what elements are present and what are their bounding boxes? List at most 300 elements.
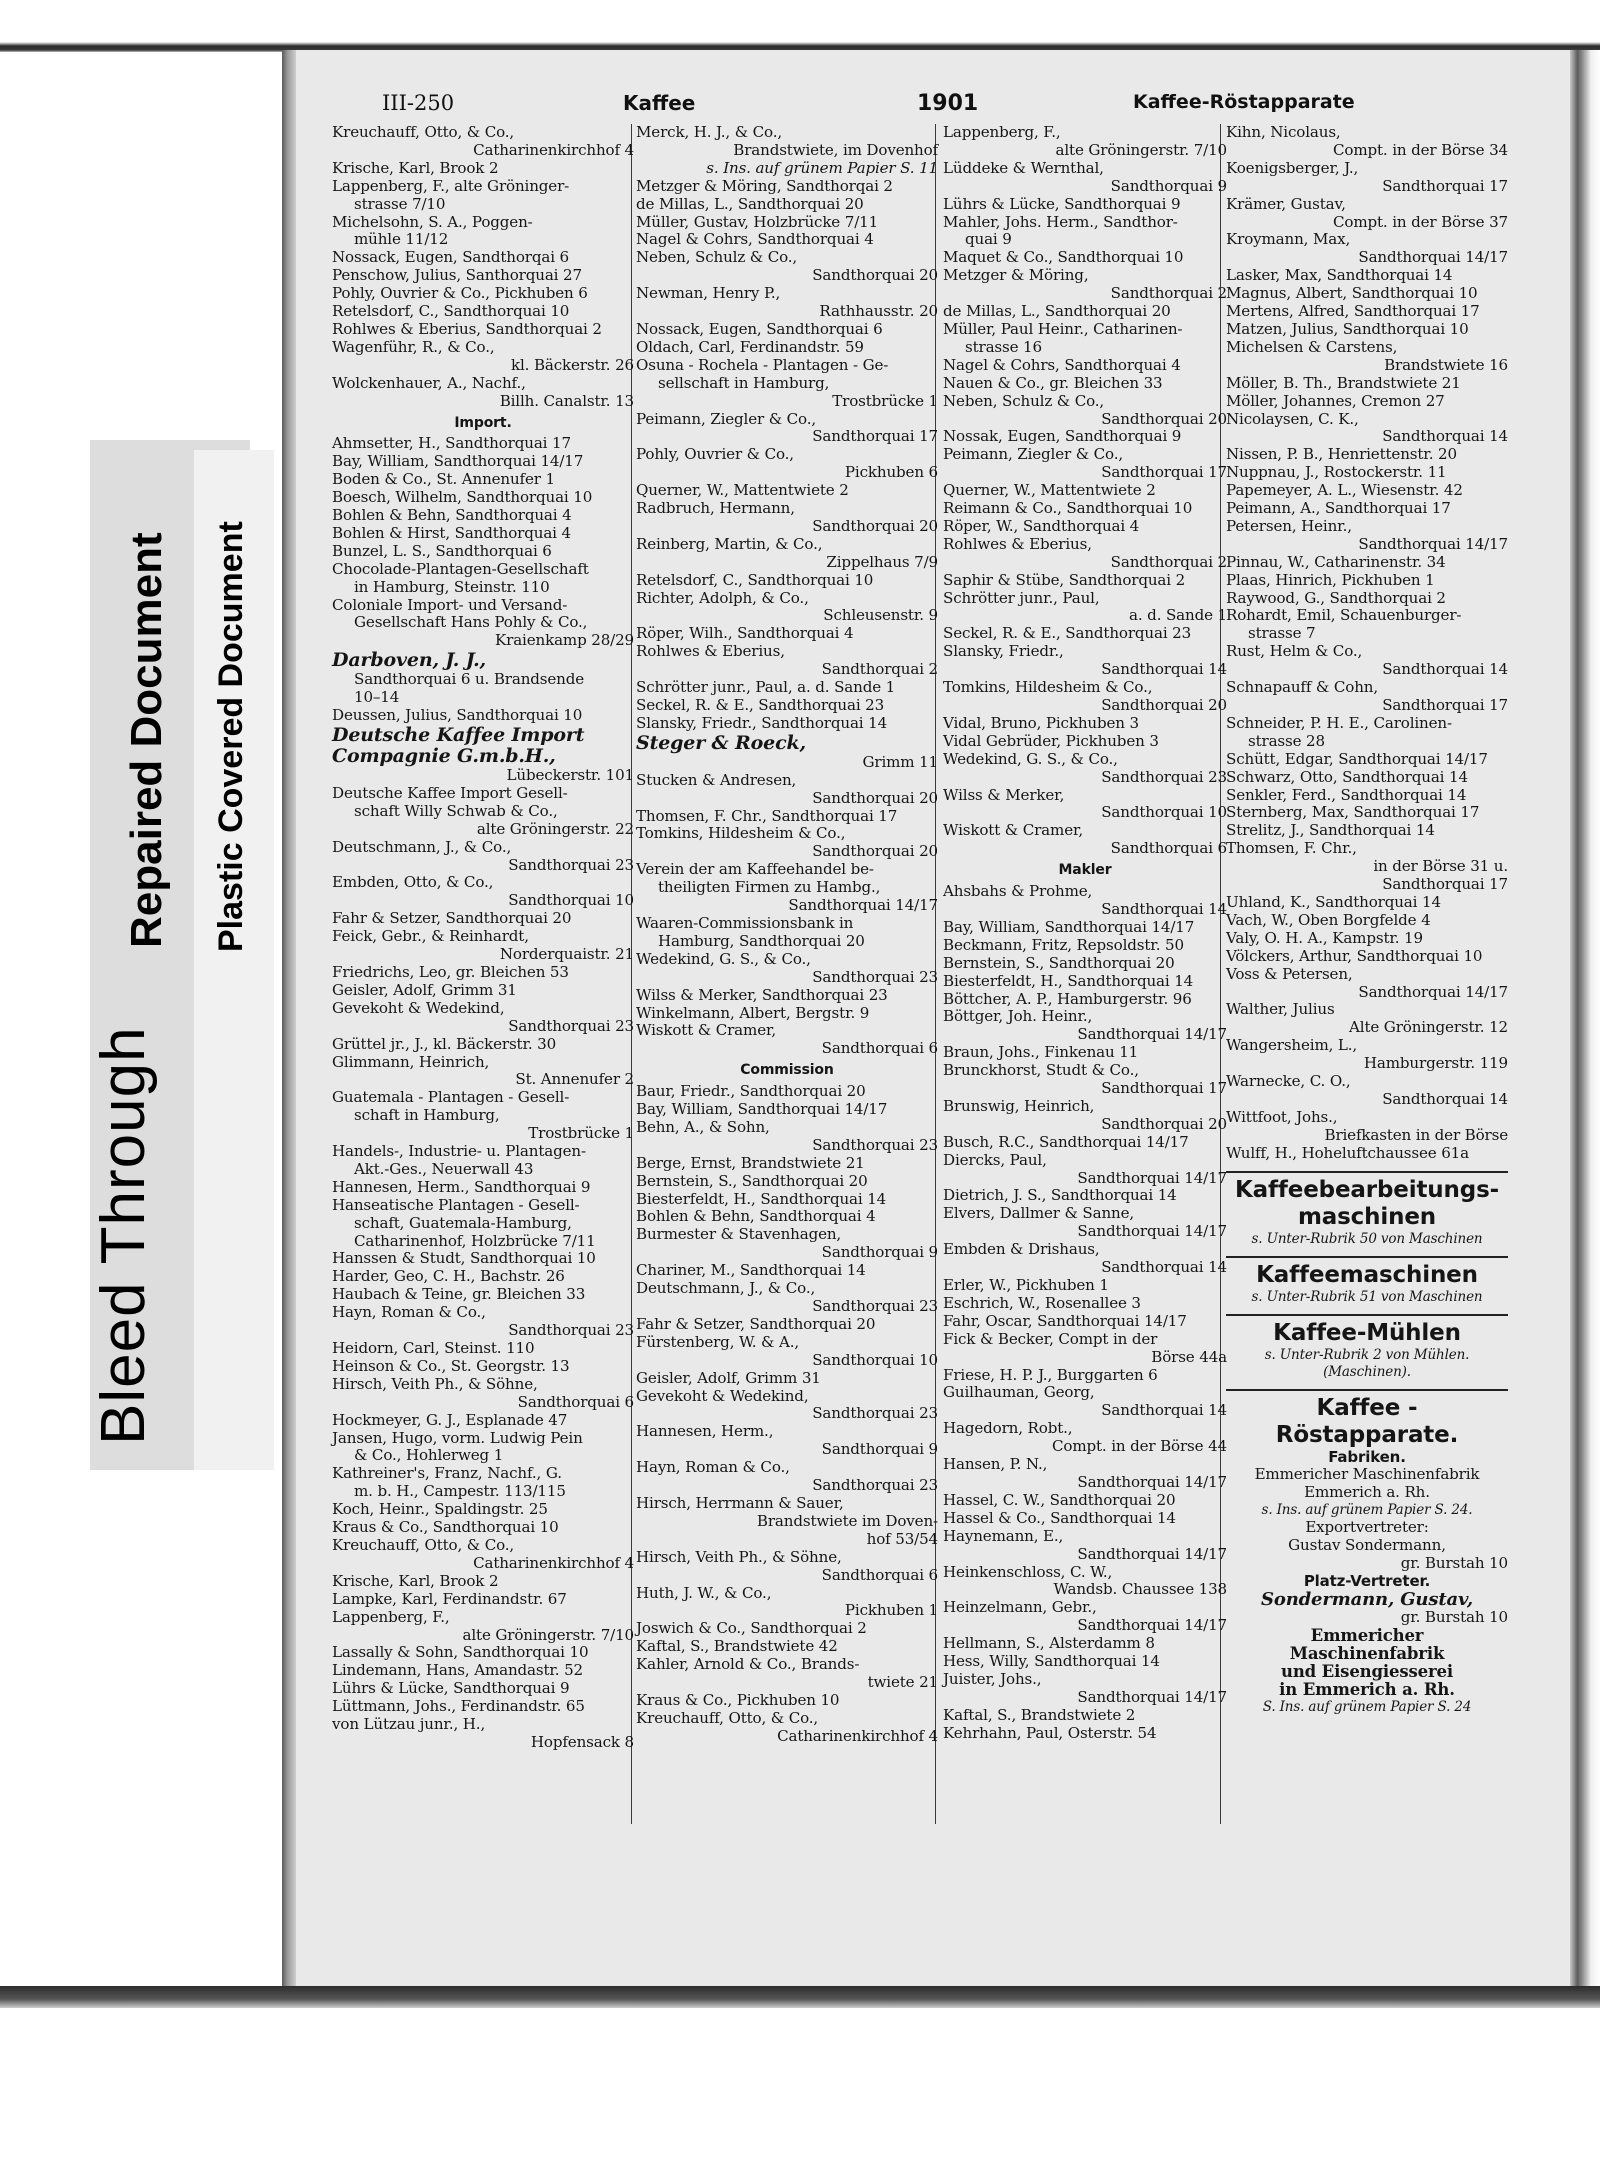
directory-entry: Berge, Ernst, Brandstwiete 21	[636, 1153, 865, 1172]
directory-entry-continuation: Sandthorquai 14/17	[1358, 534, 1508, 553]
directory-entry: Tomkins, Hildesheim & Co.,	[943, 678, 1153, 697]
directory-entry: Wittfoot, Johs.,	[1226, 1107, 1338, 1126]
directory-entry: Jansen, Hugo, vorm. Ludwig Pein	[332, 1428, 583, 1447]
directory-entry: Stucken & Andresen,	[636, 770, 797, 789]
directory-entry: Kraus & Co., Pickhuben 10	[636, 1690, 840, 1709]
directory-entry-continuation: Sandthorquai 14	[1382, 427, 1508, 446]
directory-entry-continuation: Zippelhaus 7/9	[826, 552, 938, 571]
directory-entry-continuation: 10–14	[354, 688, 400, 707]
directory-entry: Hayn, Roman & Co.,	[332, 1303, 486, 1322]
directory-entry: Wangersheim, L.,	[1226, 1036, 1358, 1055]
directory-entry: Reimann & Co., Sandthorquai 10	[943, 499, 1193, 518]
directory-entry: Schneider, P. H. E., Carolinen-	[1226, 713, 1452, 732]
directory-entry: Geisler, Adolf, Grimm 31	[636, 1368, 821, 1387]
directory-entry-continuation: Brandstwiete, im Dovenhof	[733, 140, 938, 159]
directory-entry: Behn, A., & Sohn,	[636, 1117, 770, 1136]
directory-entry: Slansky, Friedr.,	[943, 642, 1064, 661]
directory-entry-featured: Compagnie G.m.b.H.,	[332, 745, 556, 767]
category-divider	[1226, 1389, 1508, 1391]
directory-column-2	[636, 124, 938, 1746]
directory-entry: Maquet & Co., Sandthorquai 10	[943, 248, 1184, 267]
directory-entry-continuation: Sandthorquai 14/17	[1077, 1687, 1227, 1706]
directory-entry-continuation: Gesellschaft Hans Pohly & Co.,	[354, 613, 588, 632]
directory-entry: Mertens, Alfred, Sandthorquai 17	[1226, 302, 1480, 321]
directory-entry: Wilss & Merker, Sandthorquai 23	[636, 985, 888, 1004]
advertisement-heading: in Emmerich a. Rh.	[1279, 1679, 1455, 1699]
directory-entry-continuation: Sandthorquai 23	[508, 1016, 634, 1035]
directory-entry: Senkler, Ferd., Sandthorquai 14	[1226, 785, 1467, 804]
directory-entry: Juister, Johs.,	[943, 1669, 1042, 1688]
advertisement-line: Emmerich a. Rh.	[1304, 1483, 1430, 1502]
directory-entry-continuation: alte Gröningerstr. 22	[476, 819, 634, 838]
directory-entry: Deutschmann, J., & Co.,	[332, 837, 512, 856]
directory-entry: Fahr & Setzer, Sandthorquai 20	[636, 1314, 876, 1333]
directory-entry-continuation: Catharinenkirchhof 4	[777, 1726, 938, 1745]
directory-entry-continuation: Sandthorquai 23	[508, 855, 634, 874]
directory-entry: Kreuchauff, Otto, & Co.,	[332, 1535, 515, 1554]
directory-entry: Lührs & Lücke, Sandthorquai 9	[332, 1679, 570, 1698]
directory-entry-continuation: Sandthorquai 23	[812, 1476, 938, 1495]
directory-entry: Schütt, Edgar, Sandthorquai 14/17	[1226, 749, 1488, 768]
directory-entry-continuation: twiete 21	[867, 1673, 938, 1692]
category-heading: maschinen	[1297, 1203, 1437, 1230]
directory-entry-continuation: strasse 7/10	[354, 194, 446, 213]
directory-entry-continuation: sellschaft in Hamburg,	[658, 373, 830, 392]
directory-entry-continuation: schaft Willy Schwab & Co.,	[354, 801, 558, 820]
directory-entry-continuation: Rathhausstr. 20	[819, 302, 938, 321]
directory-entry: Nuppnau, J., Rostockerstr. 11	[1226, 463, 1447, 482]
directory-entry: Hagedorn, Robt.,	[943, 1419, 1073, 1438]
directory-entry: Huth, J. W., & Co.,	[636, 1583, 772, 1602]
directory-entry: Busch, R.C., Sandthorquai 14/17	[943, 1132, 1189, 1151]
directory-entry: Ahmsetter, H., Sandthorquai 17	[332, 434, 571, 453]
directory-entry-continuation: Sandthorquai 6	[821, 1039, 938, 1058]
directory-entry-featured: Steger & Roeck,	[636, 731, 807, 754]
directory-entry: Matzen, Julius, Sandthorquai 10	[1226, 319, 1469, 338]
directory-entry-continuation: Sandthorquai 2	[1110, 284, 1227, 303]
directory-entry: Chariner, M., Sandthorquai 14	[636, 1261, 866, 1280]
directory-entry: Magnus, Albert, Sandthorquai 10	[1226, 284, 1478, 303]
directory-entry: Handels-, Industrie- u. Plantagen-	[332, 1142, 586, 1161]
directory-entry-continuation: Sandthorquai 6	[517, 1392, 634, 1411]
directory-entry: Hansen, P. N.,	[943, 1455, 1048, 1474]
directory-entry: Verein der am Kaffeehandel be-	[636, 860, 874, 879]
directory-entry-continuation: Pickhuben 1	[844, 1601, 938, 1620]
directory-entry-continuation: Sandthorquai 20	[1101, 1114, 1227, 1133]
directory-entry: Schrötter junr., Paul,	[943, 588, 1100, 607]
directory-entry: Völckers, Arthur, Sandthorquai 10	[1226, 946, 1483, 965]
directory-entry: Boesch, Wilhelm, Sandthorquai 10	[332, 488, 593, 507]
directory-entry: Wilss & Merker,	[943, 785, 1065, 804]
directory-entry: Kehrhahn, Paul, Osterstr. 54	[943, 1723, 1157, 1742]
directory-entry: Retelsdorf, C., Sandthorquai 10	[636, 570, 874, 589]
directory-entry-continuation: Sandthorquai 14/17	[788, 896, 938, 915]
directory-entry: Boden & Co., St. Annenufer 1	[332, 470, 555, 489]
directory-entry: Röper, Wilh., Sandthorquai 4	[636, 624, 854, 643]
directory-entry: Diercks, Paul,	[943, 1150, 1047, 1169]
directory-entry: Böttger, Joh. Heinr.,	[943, 1007, 1093, 1026]
directory-entry-continuation: Sandthorquai 14/17	[1077, 1544, 1227, 1563]
directory-entry: Rohlwes & Eberius,	[943, 534, 1092, 553]
category-divider	[1226, 1256, 1508, 1258]
directory-entry: Papemeyer, A. L., Wiesenstr. 42	[1226, 481, 1463, 500]
page-binding-shadow	[282, 50, 296, 1986]
category-heading: Kaffee - Röstapparate.	[1275, 1394, 1459, 1448]
directory-entry: Wiskott & Cramer,	[943, 821, 1084, 840]
advertisement-subheading: Fabriken.	[1328, 1447, 1406, 1466]
directory-entry: Wiskott & Cramer,	[636, 1021, 777, 1040]
directory-entry-continuation: Lübeckerstr. 101	[506, 766, 634, 784]
directory-entry: Schrötter junr., Paul, a. d. Sande 1	[636, 678, 896, 697]
directory-entry-continuation: Sandthorquai 14/17	[1077, 1472, 1227, 1491]
directory-entry: Friese, H. P. J., Burggarten 6	[943, 1365, 1158, 1384]
directory-entry: Fürstenberg, W. & A.,	[636, 1332, 799, 1351]
directory-entry: Lassally & Sohn, Sandthorquai 10	[332, 1643, 589, 1662]
directory-entry: Bay, William, Sandthorquai 14/17	[943, 917, 1195, 936]
directory-entry: Schnapauff & Cohn,	[1226, 678, 1378, 697]
directory-entry: Hess, Willy, Sandthorquai 14	[943, 1652, 1160, 1671]
directory-entry: Nissen, P. B., Henriettenstr. 20	[1226, 445, 1457, 464]
directory-column-3	[943, 124, 1227, 1743]
directory-entry-continuation: Sandthorquai 17	[1382, 696, 1508, 714]
directory-entry: Penschow, Julius, Santhorquai 27	[332, 266, 582, 285]
directory-entry: Bernstein, S., Sandthorquai 20	[636, 1171, 868, 1190]
directory-entry-continuation: Sandthorquai 23	[812, 1297, 938, 1315]
directory-entry-continuation: Alte Gröningerstr. 12	[1349, 1018, 1508, 1037]
directory-entry: Slansky, Friedr., Sandthorquai 14	[636, 713, 888, 732]
directory-entry-continuation: Compt. in der Börse 37	[1332, 212, 1508, 231]
cross-reference-note: (Maschinen).	[1323, 1363, 1411, 1380]
directory-entry-continuation: hof 53/54	[866, 1529, 938, 1548]
directory-entry-continuation: Sandthorquai 10	[1101, 803, 1227, 822]
directory-entry: Eschrich, W., Rosenallee 3	[943, 1293, 1141, 1312]
directory-entry: Möller, Johannes, Cremon 27	[1226, 391, 1445, 410]
directory-entry-continuation: Sandthorquai 6	[821, 1565, 938, 1584]
directory-entry-continuation: Catharinenhof, Holzbrücke 7/11	[354, 1231, 596, 1250]
directory-entry: Hannesen, Herm., Sandthorquai 9	[332, 1177, 591, 1196]
directory-entry: Gevekoht & Wedekind,	[636, 1386, 809, 1405]
directory-entry: Wedekind, G. S., & Co.,	[943, 749, 1118, 768]
directory-entry: Sternberg, Max, Sandthorquai 17	[1226, 803, 1480, 822]
directory-entry: Böttcher, A. P., Hamburgerstr. 96	[943, 989, 1192, 1008]
directory-entry: de Millas, L., Sandthorquai 20	[943, 302, 1171, 321]
directory-entry: Lüddeke & Wernthal,	[943, 158, 1104, 177]
directory-entry: Coloniale Import- und Versand-	[332, 595, 568, 614]
page-right-edge	[1570, 50, 1600, 1986]
directory-entry: Peimann, Ziegler & Co.,	[943, 445, 1124, 464]
directory-entry-continuation: Sandthorquai 14	[1101, 660, 1227, 679]
directory-entry-continuation: Sandthorquai 17	[1382, 875, 1508, 894]
directory-entry: Rohlwes & Eberius, Sandthorquai 2	[332, 319, 602, 338]
directory-entry: Beckmann, Fritz, Repsoldstr. 50	[943, 935, 1184, 954]
directory-entry-continuation: Sandthorquai 9	[821, 1440, 938, 1459]
directory-entry: Friedrichs, Leo, gr. Bleichen 53	[332, 962, 569, 981]
directory-entry: Chocolade-Plantagen-Gesellschaft	[332, 559, 589, 578]
directory-entry: Brunckhorst, Studt & Co.,	[943, 1061, 1139, 1080]
directory-entry-continuation: Sandthorquai 20	[812, 842, 938, 861]
cross-reference-note: S. Ins. auf grünem Papier S. 24	[1262, 1698, 1472, 1715]
directory-entry: Heinkenschloss, C. W.,	[943, 1562, 1113, 1581]
directory-entry-continuation: Billh. Canalstr. 13	[499, 391, 634, 410]
directory-entry-continuation: theiligten Firmen zu Hambg.,	[658, 878, 881, 897]
advertisement-line: Emmericher Maschinenfabrik	[1254, 1465, 1480, 1484]
directory-entry: Neben, Schulz & Co.,	[943, 391, 1105, 410]
directory-entry: Müller, Gustav, Holzbrücke 7/11	[636, 212, 879, 231]
directory-entry: Bohlen & Hirst, Sandthorquai 4	[332, 523, 571, 542]
category-divider	[1226, 1314, 1508, 1316]
directory-entry: Michelsen & Carstens,	[1226, 337, 1398, 356]
directory-entry: Raywood, G., Sandthorquai 2	[1226, 588, 1446, 607]
directory-entry: Lampke, Karl, Ferdinandstr. 67	[332, 1589, 567, 1608]
directory-column-4	[1226, 124, 1508, 1716]
directory-entry-continuation: Briefkasten in der Börse	[1324, 1125, 1508, 1144]
directory-entry-continuation: Börse 44a	[1151, 1347, 1227, 1366]
directory-entry: Lappenberg, F., alte Gröninger-	[332, 176, 570, 195]
directory-entry-continuation: Sandthorquai 14	[1101, 1401, 1227, 1420]
directory-entry: Winkelmann, Albert, Bergstr. 9	[636, 1003, 870, 1022]
advertisement-line: Gustav Sondermann,	[1288, 1536, 1446, 1555]
directory-entry: Dietrich, J. S., Sandthorquai 14	[943, 1186, 1177, 1205]
directory-entry: Rust, Helm & Co.,	[1226, 642, 1363, 661]
directory-entry: Hayn, Roman & Co.,	[636, 1458, 790, 1477]
directory-entry-featured: Deutsche Kaffee Import	[332, 724, 585, 746]
directory-entry-continuation: m. b. H., Campestr. 113/115	[354, 1482, 566, 1501]
scan-top-edge	[0, 0, 1600, 52]
directory-entry: Heidorn, Carl, Steinst. 110	[332, 1339, 535, 1357]
directory-entry-continuation: Sandthorquai 23	[812, 967, 938, 986]
directory-entry: Baur, Friedr., Sandthorquai 20	[636, 1082, 866, 1101]
directory-entry: Wedekind, G. S., & Co.,	[636, 949, 811, 968]
directory-entry: Hirsch, Veith Ph., & Söhne,	[332, 1374, 538, 1393]
directory-entry: Fahr & Setzer, Sandthorquai 20	[332, 909, 572, 928]
directory-entry: Hassel & Co., Sandthorquai 14	[943, 1508, 1176, 1527]
directory-entry-continuation: kl. Bäckerstr. 26	[510, 355, 634, 374]
directory-entry: Vidal Gebrüder, Pickhuben 3	[943, 731, 1159, 750]
directory-entry: Fahr, Oscar, Sandthorquai 14/17	[943, 1311, 1187, 1330]
directory-entry-continuation: Sandthorquai 14	[1382, 660, 1508, 679]
directory-entry-continuation: Hamburgerstr. 119	[1363, 1054, 1508, 1073]
section-heading: Import.	[454, 414, 512, 431]
directory-entry-continuation: Sandthorquai 17	[812, 427, 938, 446]
directory-entry: Thomsen, F. Chr.,	[1226, 839, 1357, 858]
directory-entry: Braun, Johs., Finkenau 11	[943, 1043, 1139, 1062]
directory-entry-continuation: Sandthorquai 14	[1101, 1258, 1227, 1277]
directory-entry: Plaas, Hinrich, Pickhuben 1	[1226, 570, 1435, 589]
directory-entry: Lührs & Lücke, Sandthorquai 9	[943, 194, 1181, 213]
directory-entry: Kathreiner's, Franz, Nachf., G.	[332, 1464, 562, 1483]
directory-column-1	[332, 124, 634, 1752]
cross-reference-note: s. Unter-Rubrik 50 von Maschinen	[1251, 1230, 1483, 1247]
directory-entry: Hassel, C. W., Sandthorquai 20	[943, 1490, 1176, 1509]
directory-entry: Deutsche Kaffee Import Gesell-	[332, 783, 568, 802]
insertion-note: s. Ins. auf grünem Papier S. 11	[706, 158, 938, 177]
directory-entry: Ahsbahs & Prohme,	[943, 882, 1093, 901]
directory-entry: Hirsch, Veith Ph., & Söhne,	[636, 1547, 842, 1566]
directory-entry-continuation: strasse 16	[965, 337, 1042, 356]
directory-entry-continuation: Grimm 11	[862, 752, 938, 771]
directory-entry: Bunzel, L. S., Sandthorquai 6	[332, 541, 552, 560]
directory-entry-continuation: schaft in Hamburg,	[354, 1106, 500, 1125]
directory-entry-continuation: mühle 11/12	[354, 230, 449, 249]
advertisement-heading: Emmericher	[1310, 1625, 1424, 1645]
directory-entry-continuation: in der Börse 31 u.	[1373, 857, 1508, 876]
directory-entry-continuation: Catharinenkirchhof 4	[473, 140, 634, 159]
bleed-through-label: Bleed Through	[89, 1026, 158, 1445]
year-heading: 1901	[917, 91, 979, 116]
category-heading: Kaffee-Mühlen	[1273, 1319, 1461, 1346]
directory-entry: Rohardt, Emil, Schauenburger-	[1226, 606, 1462, 625]
category-heading: Kaffeemaschinen	[1256, 1261, 1478, 1288]
directory-entry-continuation: Hopfensack 8	[530, 1732, 634, 1751]
directory-entry: Koch, Heinr., Spaldingstr. 25	[332, 1500, 548, 1519]
directory-entry: Geisler, Adolf, Grimm 31	[332, 980, 517, 999]
directory-entry: Bay, William, Sandthorquai 14/17	[332, 452, 584, 471]
directory-entry: Embden, Otto, & Co.,	[332, 873, 494, 892]
directory-entry: Lüttmann, Johs., Ferdinandstr. 65	[332, 1697, 585, 1716]
directory-entry-continuation: strasse 7	[1248, 624, 1316, 643]
directory-entry: Krische, Karl, Brook 2	[332, 158, 499, 177]
directory-entry: Bay, William, Sandthorquai 14/17	[636, 1100, 888, 1119]
scan-bottom-edge	[0, 1986, 1600, 2008]
directory-entry: Metzger & Möring, Sandthorqai 2	[636, 176, 893, 195]
directory-entry-continuation: a. d. Sande 1	[1129, 606, 1227, 625]
directory-entry: Reinberg, Martin, & Co.,	[636, 534, 823, 553]
directory-entry: Warnecke, C. O.,	[1226, 1072, 1351, 1091]
directory-entry-continuation: Wandsb. Chaussee 138	[1053, 1580, 1227, 1599]
directory-entry: Hanssen & Studt, Sandthorquai 10	[332, 1249, 596, 1268]
directory-entry: Haynemann, E.,	[943, 1526, 1064, 1545]
directory-entry: Kroymann, Max,	[1226, 230, 1351, 249]
directory-entry-continuation: gr. Burstah 10	[1400, 1554, 1508, 1573]
directory-entry-continuation: Kraienkamp 28/29	[495, 631, 634, 650]
directory-entry: Valy, O. H. A., Kampstr. 19	[1226, 928, 1423, 947]
directory-entry-continuation: Sandthorquai 2	[821, 660, 938, 679]
directory-entry-continuation: alte Gröningerstr. 7/10	[462, 1625, 634, 1644]
directory-entry: Bohlen & Behn, Sandthorquai 4	[636, 1207, 876, 1226]
directory-entry: Fick & Becker, Compt in der	[943, 1329, 1158, 1348]
directory-entry-continuation: Sandthorquai 20	[1101, 696, 1227, 714]
directory-entry: Nagel & Cohrs, Sandthorquai 4	[943, 355, 1181, 374]
directory-entry-continuation: Brandstwiete 16	[1384, 355, 1508, 374]
directory-entry-continuation: Sandthorquai 14/17	[1358, 982, 1508, 1001]
directory-entry: Biesterfeldt, H., Sandthorquai 14	[636, 1189, 887, 1208]
directory-entry: Querner, W., Mattentwiete 2	[636, 481, 849, 500]
directory-entry-continuation: Sandthorquai 9	[1110, 176, 1227, 195]
directory-entry: Wagenführ, R., & Co.,	[332, 337, 495, 356]
directory-entry: Vidal, Bruno, Pickhuben 3	[943, 713, 1139, 732]
directory-entry: Embden & Drishaus,	[943, 1240, 1100, 1259]
directory-entry-continuation: St. Annenufer 2	[515, 1070, 634, 1089]
directory-entry: Heinson & Co., St. Georgstr. 13	[332, 1356, 570, 1375]
directory-entry-continuation: & Co., Hohlerweg 1	[354, 1446, 504, 1465]
directory-entry-continuation: Sandthorquai 23	[812, 1135, 938, 1154]
directory-entry-continuation: quai 9	[965, 230, 1012, 249]
directory-entry: Nossack, Eugen, Sandthorquai 6	[636, 319, 883, 338]
scan-bottom-margin	[0, 2008, 1600, 2177]
directory-entry-continuation: Sandthorquai 17	[1382, 176, 1508, 195]
directory-entry: de Millas, L., Sandthorquai 20	[636, 194, 864, 213]
directory-entry: Burmester & Stavenhagen,	[636, 1225, 842, 1244]
directory-entry-continuation: Sandthorquai 23	[1101, 767, 1227, 786]
directory-entry: Wulff, H., Hoheluftchaussee 61a	[1226, 1143, 1469, 1162]
directory-entry: Kreuchauff, Otto, & Co.,	[636, 1708, 819, 1727]
directory-entry: Petersen, Heinr.,	[1226, 516, 1352, 535]
directory-entry: Müller, Paul Heinr., Catharinen-	[943, 319, 1183, 338]
directory-entry-continuation: Trostbrücke 1	[832, 391, 938, 410]
directory-entry-continuation: alte Gröningerstr. 7/10	[1055, 140, 1227, 159]
directory-entry: Uhland, K., Sandthorquai 14	[1226, 892, 1441, 911]
directory-entry: Michelsohn, S. A., Poggen-	[332, 212, 533, 231]
directory-entry: Wolckenhauer, A., Nachf.,	[332, 373, 526, 392]
directory-entry: Haubach & Teine, gr. Bleichen 33	[332, 1285, 586, 1304]
directory-entry: Deussen, Julius, Sandthorquai 10	[332, 706, 583, 725]
directory-entry: Bohlen & Behn, Sandthorquai 4	[332, 506, 572, 525]
directory-entry: Hanseatische Plantagen - Gesell-	[332, 1195, 580, 1214]
directory-entry: Gevekoht & Wedekind,	[332, 998, 505, 1017]
directory-entry-continuation: Brandstwiete im Doven-	[756, 1511, 938, 1530]
directory-entry-continuation: Sandthorquai 20	[812, 266, 938, 285]
directory-entry: Erler, W., Pickhuben 1	[943, 1276, 1109, 1294]
directory-entry: Kreuchauff, Otto, & Co.,	[332, 123, 515, 141]
directory-entry: Lappenberg, F.,	[332, 1607, 450, 1626]
directory-entry-continuation: Pickhuben 6	[844, 463, 938, 482]
directory-entry-continuation: Compt. in der Börse 44	[1051, 1437, 1227, 1456]
directory-entry-continuation: Sandthorquai 14/17	[1077, 1616, 1227, 1635]
directory-entry: Seckel, R. & E., Sandthorquai 23	[943, 624, 1192, 643]
cross-reference-note: s. Unter-Rubrik 51 von Maschinen	[1251, 1288, 1483, 1305]
directory-entry: Kraus & Co., Sandthorquai 10	[332, 1518, 559, 1537]
directory-entry-continuation: Sandthorquai 14	[1101, 899, 1227, 918]
directory-entry: Biesterfeldt, H., Sandthorquai 14	[943, 971, 1194, 990]
directory-entry: Merck, H. J., & Co.,	[636, 123, 783, 141]
directory-entry-continuation: Sandthorquai 14/17	[1358, 248, 1508, 267]
directory-entry-continuation: Sandthorquai 17	[1101, 1079, 1227, 1098]
directory-entry: Nicolaysen, C. K.,	[1226, 409, 1359, 428]
page-number: III-250	[382, 91, 455, 115]
directory-entry: Hockmeyer, G. J., Esplanade 47	[332, 1410, 568, 1429]
directory-entry: Mahler, Johs. Herm., Sandthor-	[943, 212, 1178, 231]
directory-entry-continuation: Schleusenstr. 9	[823, 606, 938, 625]
directory-entry: Voss & Petersen,	[1226, 964, 1353, 983]
directory-entry: Saphir & Stübe, Sandthorquai 2	[943, 570, 1186, 589]
directory-entry: Heinzelmann, Gebr.,	[943, 1598, 1097, 1617]
advertisement-line: Exportvertreter:	[1305, 1518, 1429, 1537]
directory-entry: Nauen & Co., gr. Bleichen 33	[943, 373, 1163, 392]
directory-entry: Hirsch, Herrmann & Sauer,	[636, 1493, 844, 1512]
directory-entry: Richter, Adolph, & Co.,	[636, 588, 809, 607]
directory-entry: Tomkins, Hildesheim & Co.,	[636, 824, 846, 843]
directory-entry: Pohly, Ouvrier & Co., Pickhuben 6	[332, 284, 588, 303]
directory-entry-continuation: Akt.-Ges., Neuerwall 43	[354, 1159, 534, 1178]
directory-entry-continuation: Sandthorquai 6	[1110, 839, 1227, 858]
repaired-document-label: Repaired Document	[122, 532, 171, 948]
directory-entry: Radbruch, Hermann,	[636, 499, 795, 518]
directory-entry: Elvers, Dallmer & Sanne,	[943, 1204, 1135, 1223]
directory-entry: Hannesen, Herm.,	[636, 1422, 774, 1441]
directory-entry: Lappenberg, F.,	[943, 123, 1061, 141]
directory-entry-continuation: Sandthorquai 14	[1382, 1089, 1508, 1108]
directory-entry: Peimann, A., Sandthorquai 17	[1226, 499, 1451, 518]
directory-entry-continuation: Catharinenkirchhof 4	[473, 1553, 634, 1572]
directory-entry: Lindemann, Hans, Amandastr. 52	[332, 1661, 584, 1680]
directory-entry: Harder, Geo, C. H., Bachstr. 26	[332, 1267, 565, 1286]
directory-entry: Krämer, Gustav,	[1226, 194, 1346, 213]
directory-entry: Walther, Julius	[1226, 1000, 1335, 1019]
directory-entry: Thomsen, F. Chr., Sandthorquai 17	[636, 806, 898, 825]
directory-entry: Guilhauman, Georg,	[943, 1383, 1095, 1402]
directory-entry: Nagel & Cohrs, Sandthorquai 4	[636, 230, 874, 249]
directory-entry-continuation: Sandthorquai 2	[1110, 552, 1227, 571]
